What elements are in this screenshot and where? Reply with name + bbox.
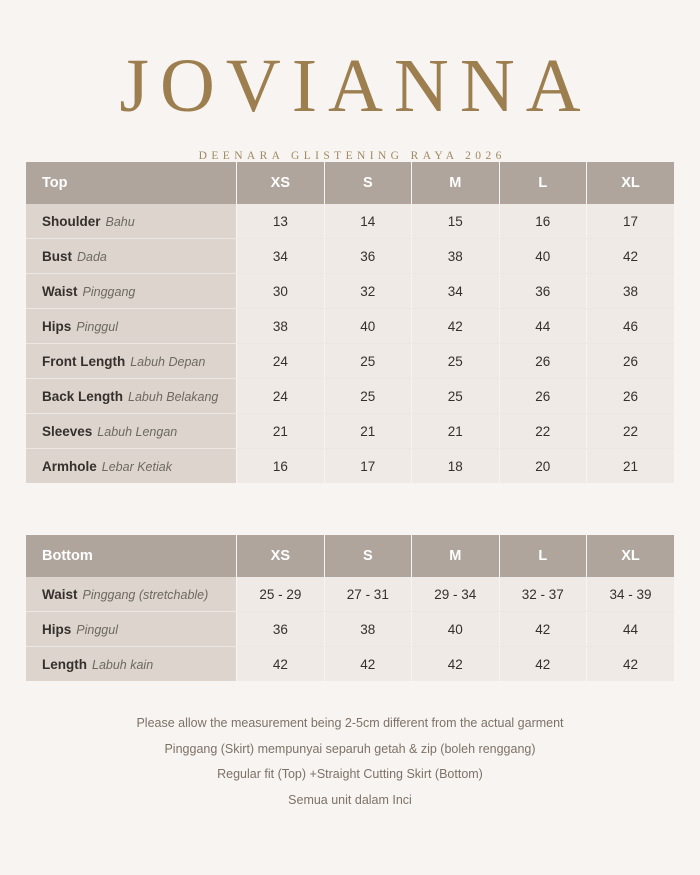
table-row <box>26 379 674 414</box>
table-row <box>26 414 674 449</box>
bottom-size-table <box>26 535 674 681</box>
measurement-label-en: Back Length <box>42 388 124 404</box>
measurement-value: 36 <box>237 612 324 647</box>
measurement-value: 13 <box>237 204 324 239</box>
measurement-label-ms: Labuh Belakang <box>128 389 219 404</box>
measurement-label <box>26 414 237 449</box>
measurement-value: 42 <box>499 647 586 682</box>
table-row <box>26 239 674 274</box>
measurement-label-en: Length <box>42 656 87 672</box>
measurement-value: 14 <box>324 204 411 239</box>
measurement-value: 40 <box>412 612 499 647</box>
measurement-value: 15 <box>412 204 499 239</box>
measurement-label-ms: Labuh Lengan <box>97 424 178 439</box>
measurement-label-en: Hips <box>42 621 72 637</box>
measurement-value: 25 <box>412 344 499 379</box>
bottom-table-head <box>26 535 674 577</box>
table-row <box>26 577 674 612</box>
measurement-value: 16 <box>499 204 586 239</box>
measurement-label <box>26 204 237 239</box>
top-table-body <box>26 204 674 483</box>
brand-header <box>0 0 700 162</box>
measurement-value: 42 <box>324 647 411 682</box>
measurement-value: 27 - 31 <box>324 577 411 612</box>
measurement-value: 42 <box>586 239 674 274</box>
measurement-label-ms: Pinggang <box>82 284 136 299</box>
note-line: Pinggang (Skirt) mempunyai separuh getah & zip (boleh renggang) <box>164 741 536 756</box>
measurement-label <box>26 309 237 344</box>
measurement-value: 17 <box>324 449 411 484</box>
measurement-value: 17 <box>586 204 674 239</box>
measurement-value: 36 <box>324 239 411 274</box>
bottom-size-table-wrapper <box>26 535 674 681</box>
table-row <box>26 612 674 647</box>
footer-notes <box>0 711 700 814</box>
measurement-label <box>26 612 237 647</box>
measurement-label-en: Waist <box>42 586 78 602</box>
measurement-label-ms: Dada <box>77 249 107 264</box>
note-line: Please allow the measurement being 2-5cm different from the actual garment <box>136 716 564 730</box>
measurement-label-ms: Pinggang (stretchable) <box>82 587 209 602</box>
size-header-m: M <box>412 162 499 204</box>
measurement-value: 22 <box>586 414 674 449</box>
measurement-value: 25 <box>324 379 411 414</box>
measurement-value: 21 <box>324 414 411 449</box>
top-table-head <box>26 162 674 204</box>
measurement-value: 25 - 29 <box>237 577 324 612</box>
measurement-value: 34 <box>412 274 499 309</box>
size-header-xs: XS <box>237 162 324 204</box>
measurement-value: 42 <box>412 647 499 682</box>
measurement-value: 38 <box>324 612 411 647</box>
measurement-label-en: Shoulder <box>42 213 101 229</box>
table-row <box>26 204 674 239</box>
measurement-value: 29 - 34 <box>412 577 499 612</box>
measurement-value: 42 <box>499 612 586 647</box>
measurement-value: 24 <box>237 344 324 379</box>
collection-subtitle: DEENARA GLISTENING RAYA 2026 <box>198 150 506 162</box>
measurement-value: 26 <box>499 379 586 414</box>
measurement-value: 42 <box>237 647 324 682</box>
note-line: Semua unit dalam Inci <box>288 792 412 807</box>
measurement-value: 21 <box>412 414 499 449</box>
measurement-value: 46 <box>586 309 674 344</box>
table-row <box>26 309 674 344</box>
measurement-value: 25 <box>324 344 411 379</box>
top-table-title: Top <box>26 162 237 204</box>
note-line: Regular fit (Top) +Straight Cutting Skirt (Bottom) <box>217 767 483 782</box>
measurement-value: 32 - 37 <box>499 577 586 612</box>
measurement-value: 30 <box>237 274 324 309</box>
measurement-label <box>26 449 237 484</box>
bottom-table-body <box>26 577 674 681</box>
top-size-table-wrapper <box>26 162 674 483</box>
table-row <box>26 344 674 379</box>
table-header-row <box>26 162 674 204</box>
measurement-label-en: Hips <box>42 318 72 334</box>
measurement-value: 21 <box>586 449 674 484</box>
measurement-value: 38 <box>586 274 674 309</box>
size-header-xs: XS <box>237 535 324 577</box>
size-header-m: M <box>412 535 499 577</box>
measurement-value: 24 <box>237 379 324 414</box>
measurement-label-ms: Pinggul <box>76 622 118 637</box>
measurement-value: 25 <box>412 379 499 414</box>
measurement-value: 42 <box>412 309 499 344</box>
measurement-value: 44 <box>499 309 586 344</box>
measurement-value: 26 <box>499 344 586 379</box>
measurement-value: 42 <box>586 647 674 682</box>
measurement-label <box>26 647 237 682</box>
table-header-row <box>26 535 674 577</box>
measurement-label-en: Front Length <box>42 353 126 369</box>
size-header-l: L <box>499 535 586 577</box>
measurement-label-ms: Labuh kain <box>92 657 154 672</box>
measurement-value: 34 <box>237 239 324 274</box>
measurement-value: 32 <box>324 274 411 309</box>
measurement-value: 38 <box>412 239 499 274</box>
measurement-label <box>26 239 237 274</box>
measurement-value: 21 <box>237 414 324 449</box>
table-row <box>26 449 674 484</box>
measurement-label-ms: Lebar Ketiak <box>101 459 172 474</box>
measurement-value: 22 <box>499 414 586 449</box>
measurement-value: 44 <box>586 612 674 647</box>
measurement-label <box>26 274 237 309</box>
measurement-label-ms: Pinggul <box>76 319 118 334</box>
measurement-value: 26 <box>586 344 674 379</box>
size-header-l: L <box>499 162 586 204</box>
bottom-table-title: Bottom <box>26 535 237 577</box>
measurement-value: 40 <box>499 239 586 274</box>
table-spacer <box>0 483 700 535</box>
measurement-label-en: Waist <box>42 283 78 299</box>
measurement-value: 20 <box>499 449 586 484</box>
measurement-value: 34 - 39 <box>586 577 674 612</box>
measurement-value: 38 <box>237 309 324 344</box>
measurement-value: 26 <box>586 379 674 414</box>
measurement-value: 18 <box>412 449 499 484</box>
measurement-label-ms: Bahu <box>105 214 135 229</box>
size-header-xl: XL <box>586 535 674 577</box>
measurement-label-en: Armhole <box>42 458 97 474</box>
size-header-s: S <box>324 162 411 204</box>
table-row <box>26 647 674 682</box>
measurement-label-ms: Labuh Depan <box>130 354 206 369</box>
table-row <box>26 274 674 309</box>
measurement-label <box>26 379 237 414</box>
measurement-label <box>26 344 237 379</box>
brand-title: JOVIANNA <box>119 44 592 128</box>
size-header-s: S <box>324 535 411 577</box>
top-size-table <box>26 162 674 483</box>
measurement-label <box>26 577 237 612</box>
measurement-value: 36 <box>499 274 586 309</box>
measurement-label-en: Bust <box>42 248 72 264</box>
measurement-label-en: Sleeves <box>42 423 93 439</box>
size-header-xl: XL <box>586 162 674 204</box>
measurement-value: 16 <box>237 449 324 484</box>
measurement-value: 40 <box>324 309 411 344</box>
